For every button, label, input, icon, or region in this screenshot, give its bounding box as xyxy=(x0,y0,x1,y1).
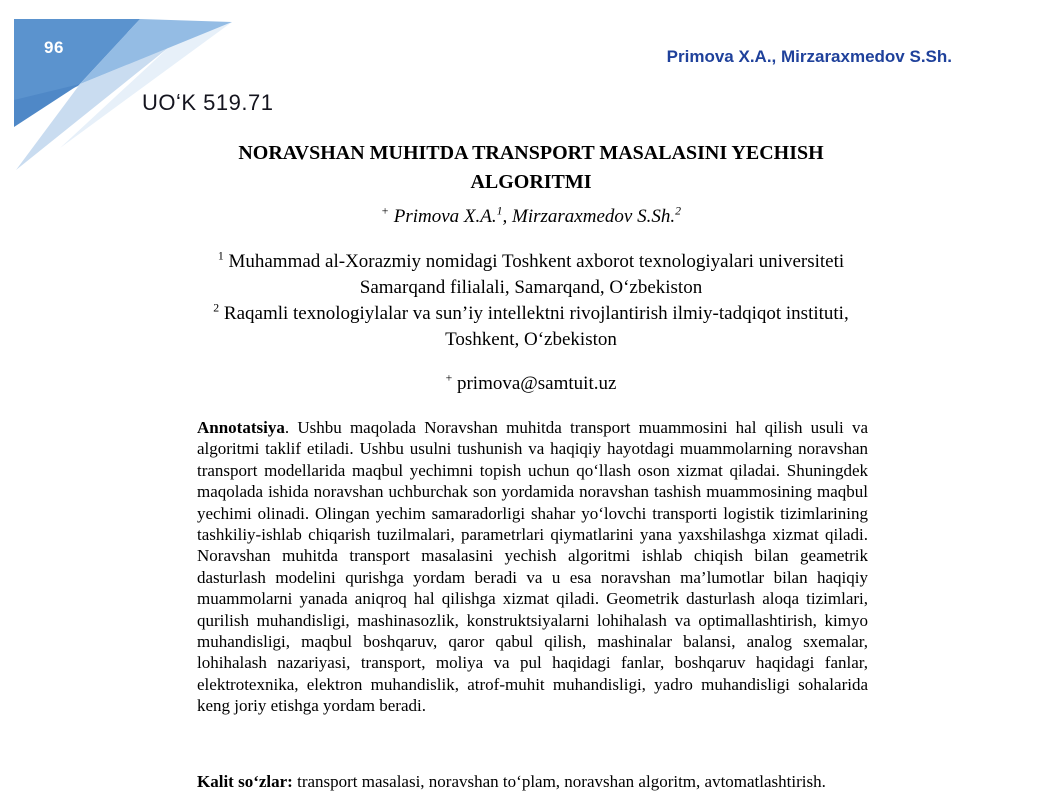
affiliation-1-text: Muhammad al-Xorazmiy nomidagi Toshkent axborot texnologiyalari universiteti xyxy=(223,251,845,272)
keywords-line xyxy=(197,771,868,792)
abstract-text: . Ushbu maqolada Noravshan muhitda transport muammosini hal qilish usuli va algoritmi taklif etiladi. Ushbu usulni tushunish va haqiqiy hayotdagi muammolarning noravshan transport modellarida maqbul yechimni topish uchun qoʻllash oson xizmat qiladai. Shuningdek maqolada ishida noravshan uchburchak son yordamida noravshan tashish muammosining maqbul yechimi olinadi. Olingan yechim samaradorligi shahar yoʻlovchi transporti logistik tizimlarining tashkiliy-ishlab chiqarish tuzilmalari, parametrlari qiymatlarini yana yaxshilashga xizmat qiladi. Noravshan muhitda transport masalasini yechish algoritmi ishlab chiqish bilan geametrik dasturlash modelini qurishga yordam beradi va u esa noravshan ma’lumotlar bilan haqiqiy muammolarni yanada aniqroq hal qilishga xizmat qiladi. Geometrik dasturlash aloqa tizimlari, qurilish muhandisligi, mashinasozlik, konstruktsiyalarni lohihalash va optimallashtirish, kimyo muhandisligi, maqbul boshqaruv, qaror qabul qilish, mashinalar balansi, analog sxemalar, lohihalash nazariyasi, transport, moliya va pul haqidagi fanlar, boshqaruv haqidagi fanlar, elektrotexnika, elektron muhandislik, atrof-muhit muhandisligi, yadro muhandisligi sohalarida keng joriy etishga yordam beradi. xyxy=(197,418,868,716)
affiliation-2-line2: Toshkent, Oʻzbekiston xyxy=(445,329,617,350)
contact-email-line xyxy=(0,373,1062,395)
abstract-label: Annotatsiya xyxy=(197,418,285,437)
article-title xyxy=(80,139,982,197)
author-2-affiliation-sup: 2 xyxy=(675,204,681,218)
author-1-name: Primova X.A. xyxy=(388,206,497,227)
running-header-authors: Primova X.A., Mirzaraxmedov S.Sh. xyxy=(666,47,952,66)
affiliation-1-line2: Samarqand filialali, Samarqand, Oʻzbekiston xyxy=(359,277,703,298)
author-2-name: Mirzaraxmedov S.Sh. xyxy=(512,206,676,227)
email-address: primova@samtuit.uz xyxy=(452,373,617,394)
article-title-line1: NORAVSHAN MUHITDA TRANSPORT MASALASINI YECHISH xyxy=(238,142,824,164)
keywords-text: transport masalasi, noravshan toʻplam, noravshan algoritm, avtomatlashtirish. xyxy=(292,772,826,791)
udc-code: UOʻK 519.71 xyxy=(142,90,274,115)
affiliations-block xyxy=(60,249,1002,353)
affiliation-1-sup: 1 xyxy=(217,249,224,263)
affiliation-2-sup: 2 xyxy=(213,301,220,315)
authors-separator: , xyxy=(502,206,513,227)
page-number: 96 xyxy=(44,38,64,57)
article-title-line2: ALGORITMI xyxy=(470,171,592,193)
affiliation-2-text: Raqamli texnologiylalar va sun’iy intellektni rivojlantirish ilmiy-tadqiqot instituti, xyxy=(219,303,849,324)
affiliation-1-line1 xyxy=(60,249,1002,275)
authors-line xyxy=(0,206,1062,228)
affiliation-2-line1 xyxy=(60,301,1002,327)
abstract-paragraph xyxy=(197,417,868,717)
email-marker: + xyxy=(445,371,453,385)
corresponding-author-marker: + xyxy=(381,204,389,218)
keywords-label: Kalit soʻzlar: xyxy=(197,772,293,791)
author-1-affiliation-sup: 1 xyxy=(496,204,503,218)
